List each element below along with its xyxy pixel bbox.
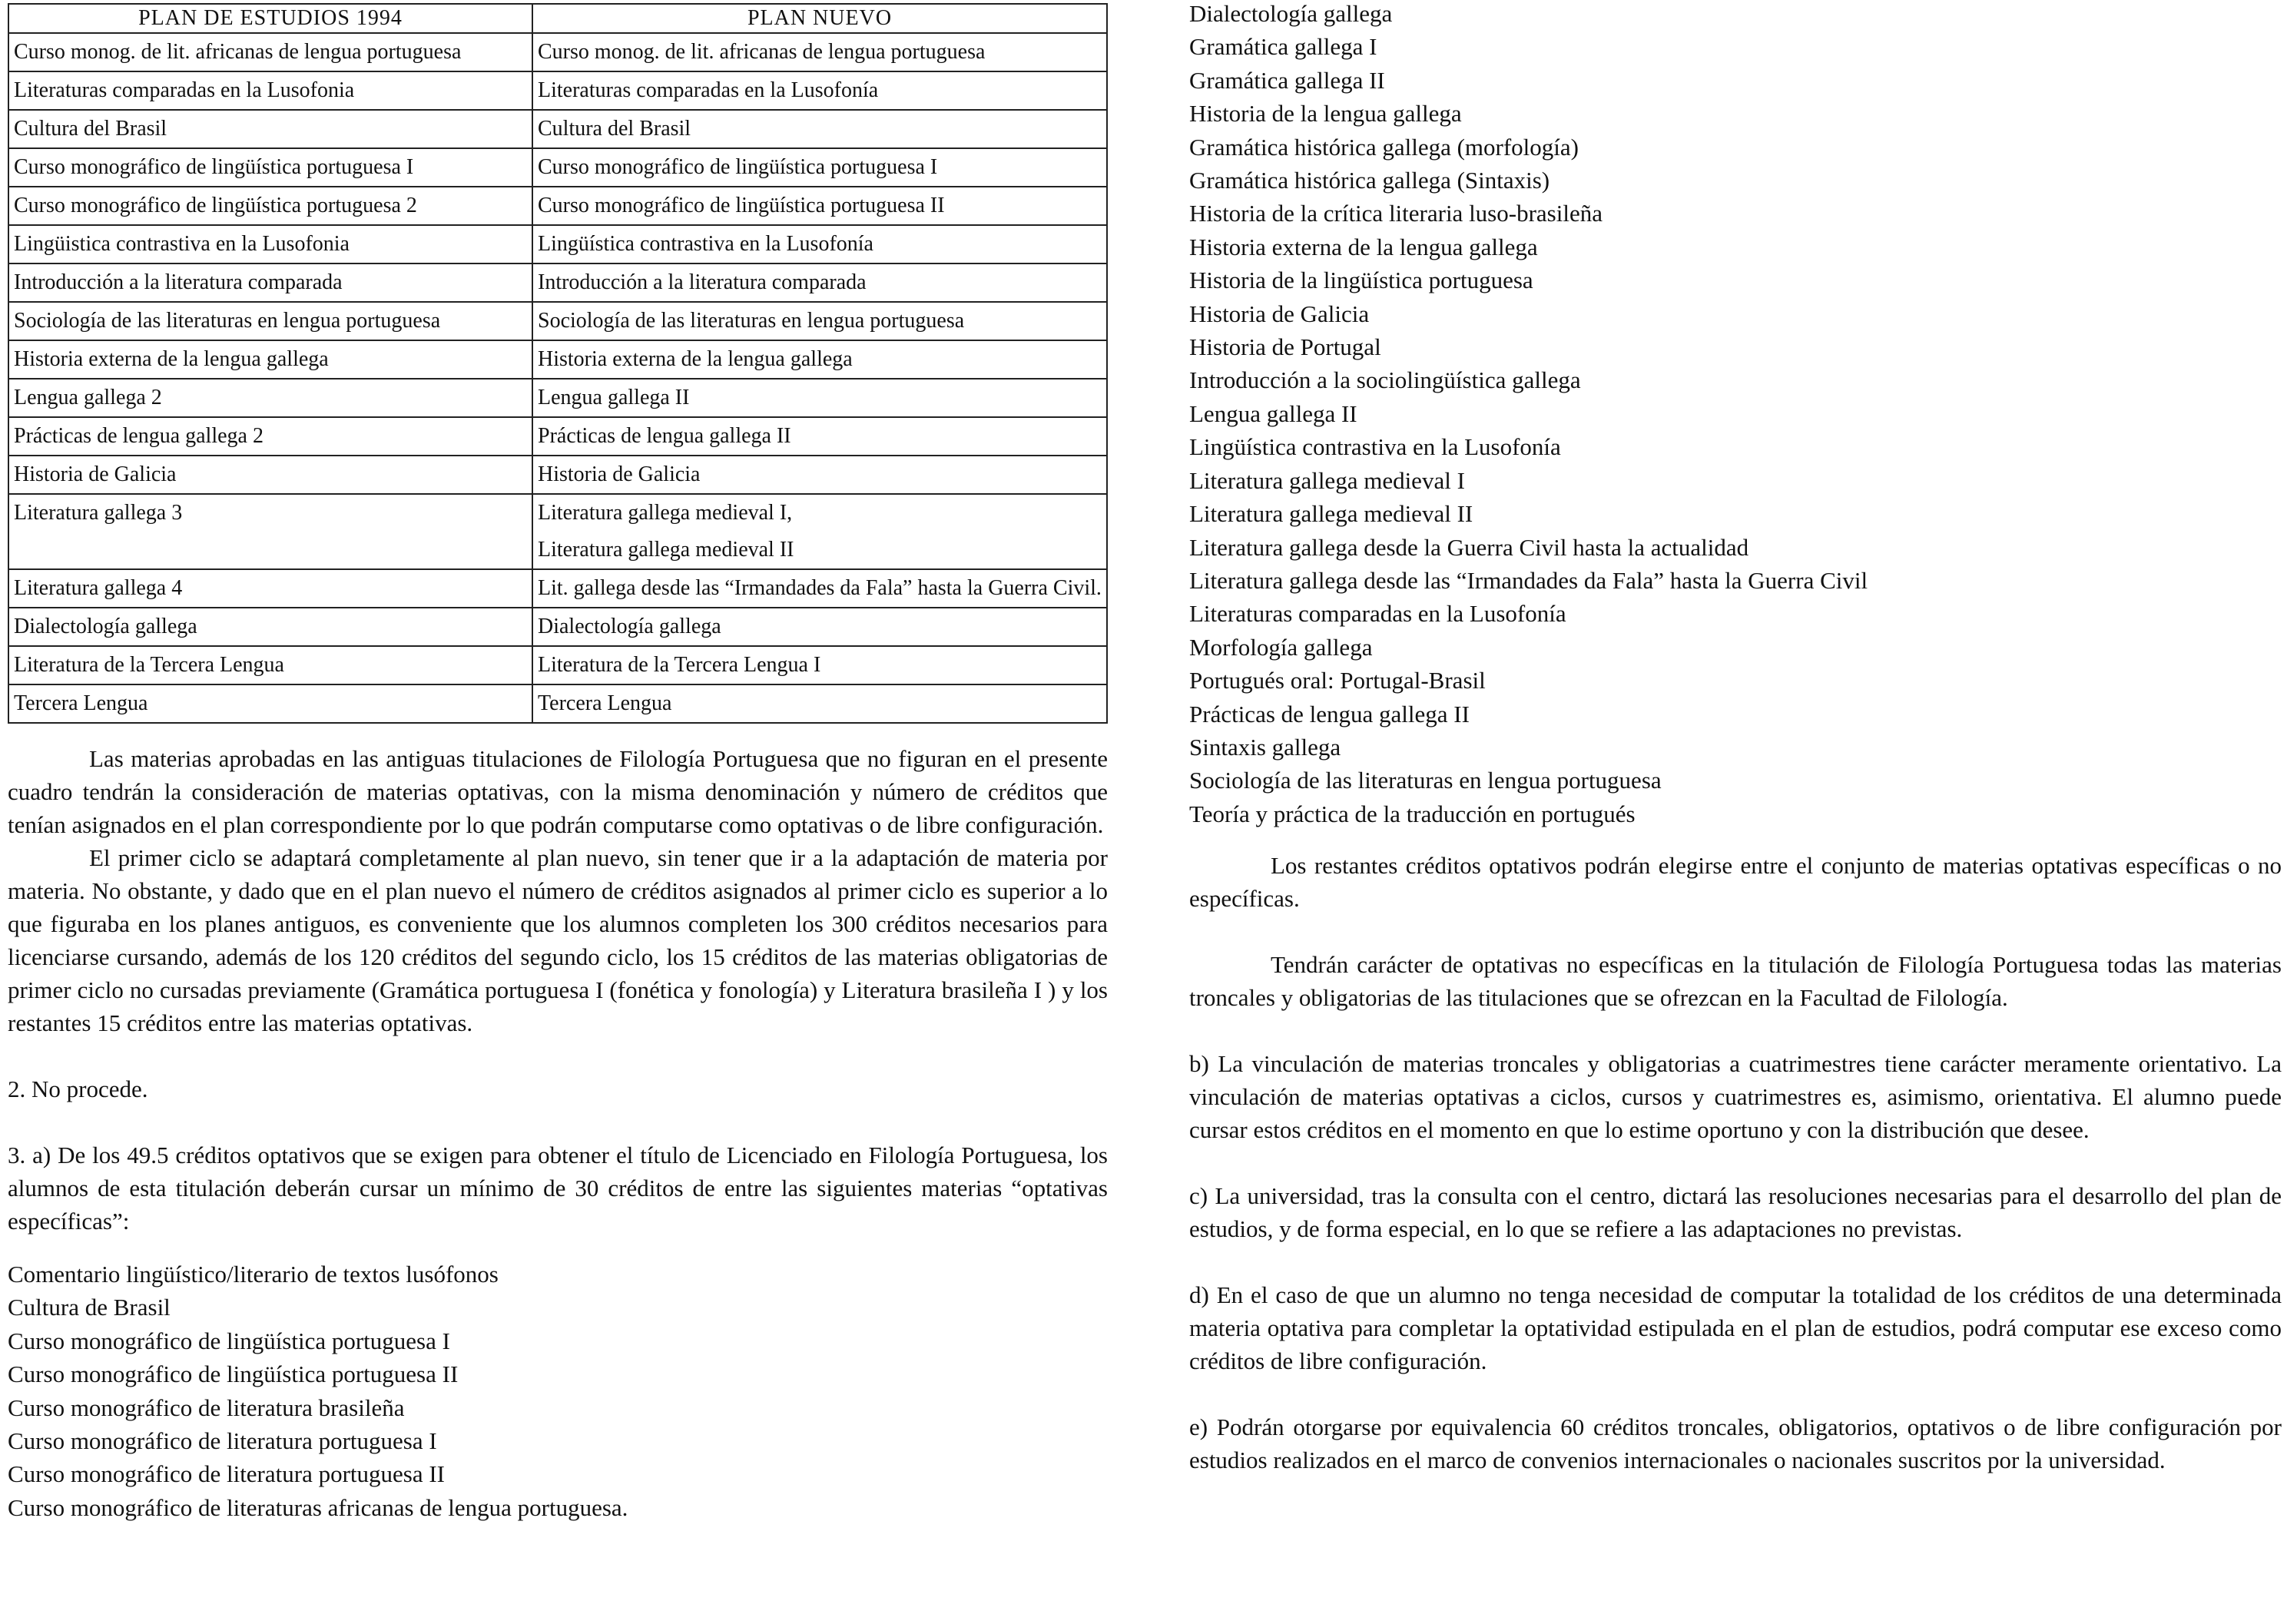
list-item: Curso monográfico de literatura portuguesa I bbox=[8, 1427, 437, 1455]
table-row bbox=[8, 379, 1107, 417]
table-row bbox=[8, 187, 1107, 225]
list-item: Gramática gallega I bbox=[1189, 33, 1377, 61]
list-item: Curso monográfico de lingüística portuguesa I bbox=[8, 1327, 450, 1354]
list-item: Historia de la lengua gallega bbox=[1189, 100, 1462, 128]
paragraph-materias-aprobadas: Las materias aprobadas en las antiguas titulaciones de Filología Portuguesa que no figuran en el presente cuadro tendrán la consideración de materias optativas, con la misma denominación y número de créditos que tenían asignados en el plan correspondiente por lo que podrán computarse como optativas o de libre configuración. bbox=[8, 745, 1108, 838]
old-plan-cell: Sociología de las literaturas en lengua portuguesa bbox=[8, 302, 532, 340]
list-item: Cultura de Brasil bbox=[8, 1294, 171, 1321]
paragraph-restantes-creditos: Los restantes créditos optativos podrán elegirse entre el conjunto de materias optativas específicas o no específicas. bbox=[1189, 852, 2282, 913]
list-item: Gramática histórica gallega (Sintaxis) bbox=[1189, 167, 1550, 194]
list-item: Sintaxis gallega bbox=[1189, 733, 1341, 761]
right-column bbox=[1189, 0, 2282, 1477]
paragraph-no-procede: 2. No procede. bbox=[8, 1075, 148, 1102]
table-row bbox=[8, 33, 1107, 71]
new-plan-cell bbox=[532, 302, 1107, 340]
table-row bbox=[8, 225, 1107, 263]
new-plan-cell bbox=[532, 456, 1107, 494]
new-plan-line: Introducción a la literatura comparada bbox=[538, 270, 867, 294]
old-plan-cell: Cultura del Brasil bbox=[8, 110, 532, 148]
new-plan-cell bbox=[532, 340, 1107, 379]
list-item: Curso monográfico de literatura portuguesa II bbox=[8, 1460, 446, 1488]
new-plan-line: Literaturas comparadas en la Lusofonía bbox=[538, 78, 879, 102]
new-plan-line: Curso monog. de lit. africanas de lengua portuguesa bbox=[538, 40, 986, 64]
optativas-list-left bbox=[8, 1258, 1108, 1524]
new-plan-cell bbox=[532, 569, 1107, 608]
table-row bbox=[8, 646, 1107, 684]
table-row bbox=[8, 302, 1107, 340]
paragraph-e: e) Podrán otorgarse por equivalencia 60 créditos troncales, obligatorios, optativos o de libre configuración por estudios realizados en el marco de convenios internacionales o nacionales suscritos por la universidad. bbox=[1189, 1414, 2282, 1474]
old-plan-cell: Literatura gallega 3 bbox=[8, 494, 532, 569]
table-row bbox=[8, 148, 1107, 187]
new-plan-line: Literatura gallega medieval II bbox=[538, 538, 794, 562]
table-row bbox=[8, 608, 1107, 646]
old-plan-cell: Prácticas de lengua gallega 2 bbox=[8, 417, 532, 456]
old-plan-cell: Lengua gallega 2 bbox=[8, 379, 532, 417]
table-row bbox=[8, 417, 1107, 456]
new-plan-cell bbox=[532, 417, 1107, 456]
list-item: Teoría y práctica de la traducción en portugués bbox=[1189, 800, 1636, 827]
list-item: Historia de la crítica literaria luso-brasileña bbox=[1189, 200, 1603, 227]
new-plan-line: Curso monográfico de lingüística portuguesa II bbox=[538, 194, 945, 217]
new-plan-line: Lit. gallega desde las “Irmandades da Fala” hasta la Guerra Civil. bbox=[538, 576, 1102, 600]
old-plan-cell: Historia externa de la lengua gallega bbox=[8, 340, 532, 379]
new-plan-cell bbox=[532, 379, 1107, 417]
table-row bbox=[8, 494, 1107, 569]
list-item: Lengua gallega II bbox=[1189, 399, 1357, 427]
list-item: Historia externa de la lengua gallega bbox=[1189, 233, 1538, 260]
new-plan-line: Curso monográfico de lingüística portuguesa I bbox=[538, 155, 938, 179]
list-item: Morfología gallega bbox=[1189, 633, 1373, 661]
list-item: Historia de la lingüística portuguesa bbox=[1189, 267, 1533, 294]
paragraph-primer-ciclo: El primer ciclo se adaptará completamente al plan nuevo, sin tener que ir a la adaptación de materia por materia. No obstante, y dado que en el plan nuevo el número de créditos asignados al primer ciclo es superior a lo que figuraba en los planes antiguos, es conveniente que los alumnos completen los 300 créditos necesarios para licenciarse cursando, además de los 120 créditos del segundo ciclo, los 15 créditos de las materias obligatorias de primer ciclo no cursadas previamente (Gramática portuguesa I (fonética y fonología) y Literatura brasileña I ) y los restantes 15 créditos entre las materias optativas. bbox=[8, 844, 1108, 1036]
new-plan-line: Literatura gallega medieval I, bbox=[538, 501, 793, 525]
list-item: Gramática gallega II bbox=[1189, 66, 1385, 94]
new-plan-cell bbox=[532, 33, 1107, 71]
new-plan-line: Sociología de las literaturas en lengua portuguesa bbox=[538, 309, 965, 333]
new-plan-line: Lingüística contrastiva en la Lusofonía bbox=[538, 232, 873, 256]
new-plan-line: Tercera Lengua bbox=[538, 691, 672, 715]
list-item: Curso monográfico de lingüística portuguesa II bbox=[8, 1361, 459, 1388]
list-item: Lingüística contrastiva en la Lusofonía bbox=[1189, 433, 1561, 461]
list-item: Literaturas comparadas en la Lusofonía bbox=[1189, 600, 1566, 628]
new-plan-line: Literatura de la Tercera Lengua I bbox=[538, 653, 821, 677]
new-plan-line: Historia externa de la lengua gallega bbox=[538, 347, 853, 371]
list-item: Introducción a la sociolingüística gallega bbox=[1189, 366, 1581, 394]
new-plan-line: Dialectología gallega bbox=[538, 615, 721, 638]
old-plan-cell: Curso monográfico de lingüística portuguesa 2 bbox=[8, 187, 532, 225]
paragraph-d: d) En el caso de que un alumno no tenga necesidad de computar la totalidad de los créditos de una determinada materia optativa para completar la optatividad estipulada en el plan de estudios, podrá computar ese exceso como créditos de libre configuración. bbox=[1189, 1281, 2282, 1375]
paragraph-optativas-no-especificas: Tendrán carácter de optativas no específicas en la titulación de Filología Portuguesa todas las materias troncales y obligatorias de las titulaciones que se ofrezcan en la Facultad de Filología. bbox=[1189, 951, 2282, 1012]
list-item: Historia de Portugal bbox=[1189, 333, 1381, 361]
old-plan-cell: Dialectología gallega bbox=[8, 608, 532, 646]
list-item: Dialectología gallega bbox=[1189, 0, 1393, 27]
list-item: Literatura gallega medieval I bbox=[1189, 466, 1465, 494]
new-plan-line: Lengua gallega II bbox=[538, 386, 690, 409]
new-plan-cell bbox=[532, 608, 1107, 646]
old-plan-cell: Curso monog. de lit. africanas de lengua portuguesa bbox=[8, 33, 532, 71]
list-item: Curso monográfico de literaturas africanas de lengua portuguesa. bbox=[8, 1493, 628, 1521]
new-plan-cell bbox=[532, 684, 1107, 723]
table-body bbox=[8, 33, 1107, 723]
new-plan-line: Prácticas de lengua gallega II bbox=[538, 424, 791, 448]
header-old-plan: PLAN DE ESTUDIOS 1994 bbox=[8, 4, 532, 33]
list-item: Gramática histórica gallega (morfología) bbox=[1189, 133, 1579, 161]
list-item: Prácticas de lengua gallega II bbox=[1189, 700, 1470, 727]
new-plan-cell bbox=[532, 646, 1107, 684]
new-plan-line: Historia de Galicia bbox=[538, 462, 701, 486]
table-header-row bbox=[8, 4, 1107, 33]
table-row bbox=[8, 110, 1107, 148]
list-item: Portugués oral: Portugal-Brasil bbox=[1189, 667, 1486, 694]
paragraph-creditos-optativos: 3. a) De los 49.5 créditos optativos que se exigen para obtener el título de Licenciado en Filología Portuguesa, los alumnos de esta titulación deberán cursar un mínimo de 30 créditos de entre las siguientes materias “optativas específicas”: bbox=[8, 1142, 1108, 1235]
list-item: Comentario lingüístico/literario de textos lusófonos bbox=[8, 1261, 499, 1288]
old-plan-cell: Curso monográfico de lingüística portuguesa I bbox=[8, 148, 532, 187]
list-item: Curso monográfico de literatura brasileña bbox=[8, 1394, 405, 1421]
table-row bbox=[8, 569, 1107, 608]
new-plan-cell bbox=[532, 225, 1107, 263]
header-new-plan: PLAN NUEVO bbox=[532, 4, 1107, 33]
table-row bbox=[8, 71, 1107, 110]
old-plan-cell: Tercera Lengua bbox=[8, 684, 532, 723]
table-row bbox=[8, 340, 1107, 379]
new-plan-cell bbox=[532, 110, 1107, 148]
old-plan-cell: Literatura de la Tercera Lengua bbox=[8, 646, 532, 684]
new-plan-cell bbox=[532, 263, 1107, 302]
old-plan-cell: Introducción a la literatura comparada bbox=[8, 263, 532, 302]
paragraph-c: c) La universidad, tras la consulta con el centro, dictará las resoluciones necesarias para el desarrollo del plan de estudios, y de forma especial, en lo que se refiere a las adaptaciones no previstas. bbox=[1189, 1182, 2282, 1243]
list-item: Literatura gallega desde la Guerra Civil hasta la actualidad bbox=[1189, 533, 1749, 561]
left-column bbox=[8, 0, 1108, 1524]
list-item: Historia de Galicia bbox=[1189, 300, 1370, 327]
new-plan-cell bbox=[532, 494, 1107, 569]
table-row bbox=[8, 263, 1107, 302]
new-plan-cell bbox=[532, 71, 1107, 110]
list-item: Literatura gallega desde las “Irmandades da Fala” hasta la Guerra Civil bbox=[1189, 566, 1868, 594]
paragraph-b: b) La vinculación de materias troncales y obligatorias a cuatrimestres tiene carácter meramente orientativo. La vinculación de materias optativas a ciclos, cursos y cuatrimestres es, asimismo, orientativa. El alumno puede cursar estos créditos en el momento en que lo estime oportuno y con la distribución que desee. bbox=[1189, 1050, 2282, 1144]
optativas-list-right bbox=[1189, 0, 2282, 830]
old-plan-cell: Literaturas comparadas en la Lusofonia bbox=[8, 71, 532, 110]
list-item: Literatura gallega medieval II bbox=[1189, 500, 1473, 528]
new-plan-cell bbox=[532, 148, 1107, 187]
new-plan-cell bbox=[532, 187, 1107, 225]
old-plan-cell: Literatura gallega 4 bbox=[8, 569, 532, 608]
equivalence-table bbox=[8, 3, 1108, 724]
list-item: Sociología de las literaturas en lengua portuguesa bbox=[1189, 767, 1662, 794]
new-plan-line: Cultura del Brasil bbox=[538, 117, 691, 141]
table-row bbox=[8, 456, 1107, 494]
table-row bbox=[8, 684, 1107, 723]
old-plan-cell: Historia de Galicia bbox=[8, 456, 532, 494]
old-plan-cell: Lingüistica contrastiva en la Lusofonia bbox=[8, 225, 532, 263]
